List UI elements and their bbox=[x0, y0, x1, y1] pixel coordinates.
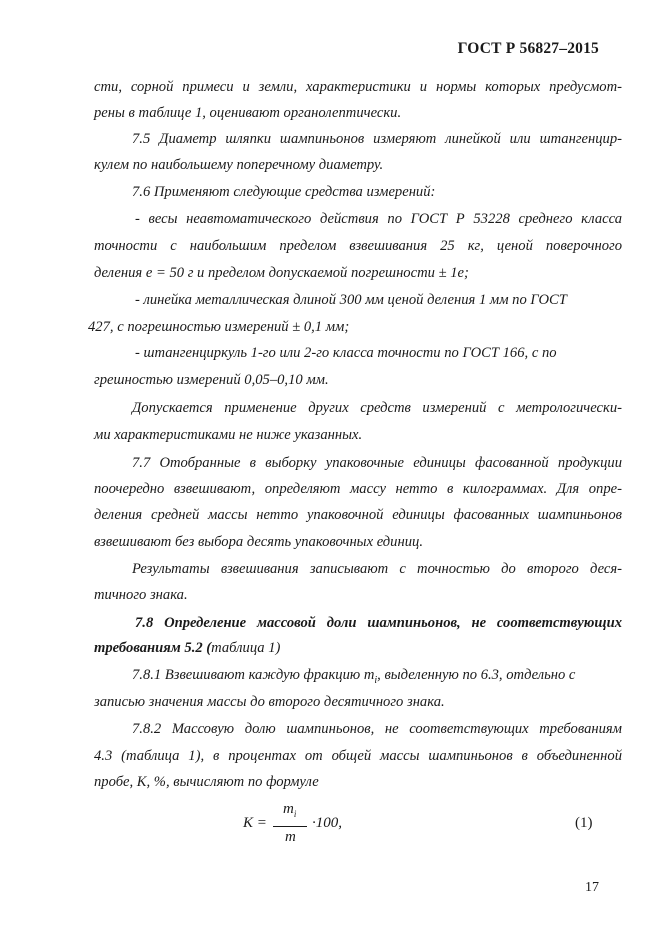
text-line: - штангенциркуль 1-го или 2-го класса точности по ГОСТ 166, с по bbox=[135, 345, 557, 361]
document-code: ГОСТ Р 56827–2015 bbox=[457, 40, 599, 57]
section-heading: 7.8 Определение массовой доли шампиньонов, не соответствующих bbox=[135, 615, 622, 631]
section-heading-cont bbox=[94, 638, 622, 658]
heading-table-ref: таблица 1) bbox=[211, 640, 281, 656]
numerator-sub: i bbox=[293, 809, 297, 819]
text-line: сти, сорной примеси и земли, характеристики и нормы которых предусмот- bbox=[94, 79, 622, 95]
numerator-var: m bbox=[283, 801, 294, 817]
text-line: - весы неавтоматического действия по ГОСТ Р 53228 среднего класса bbox=[135, 211, 622, 227]
text-line: 7.8.2 Массовую долю шампиньонов, не соответствующих требованиям bbox=[132, 721, 622, 737]
text-part: , выделенную по 6.3, отдельно с bbox=[377, 667, 576, 683]
text-line: Результаты взвешивания записывают с точностью до второго деся- bbox=[132, 561, 622, 577]
text-line: Допускается применение других средств измерений с метрологически- bbox=[132, 400, 622, 416]
heading-bold-part: требованиям 5.2 ( bbox=[94, 640, 212, 656]
text-line: точности с наибольшим пределом взвешивания 25 кг, ценой поверочного bbox=[94, 238, 622, 254]
text-line: кулем по наибольшему поперечному диаметру. bbox=[94, 157, 384, 173]
formula-lhs: К = bbox=[243, 815, 267, 831]
formula-number: (1) bbox=[575, 815, 593, 831]
text-line: рены в таблице 1, оценивают органолептически. bbox=[94, 105, 402, 121]
text-line: тичного знака. bbox=[94, 587, 188, 603]
text-line: взвешивают без выбора десять упаковочных единиц. bbox=[94, 534, 423, 550]
formula-denominator: m bbox=[285, 829, 296, 845]
text-line: записью значения массы до второго десятичного знака. bbox=[94, 694, 445, 710]
text-line: грешностью измерений 0,05–0,10 мм. bbox=[94, 372, 329, 388]
fraction-line bbox=[273, 826, 307, 827]
text-line: - линейка металлическая длиной 300 мм ценой деления 1 мм по ГОСТ bbox=[135, 292, 567, 308]
text-line: ми характеристиками не ниже указанных. bbox=[94, 427, 363, 443]
text-line: 4.3 (таблица 1), в процентах от общей массы шампиньонов в объединенной bbox=[94, 748, 622, 764]
text-part: 7.8.1 Взвешивают каждую фракцию m bbox=[132, 667, 375, 683]
text-line: 7.5 Диаметр шляпки шампиньонов измеряют линейкой или штангенцир- bbox=[132, 131, 622, 147]
text-line: поочередно взвешивают, определяют массу нетто в килограммах. Для опре- bbox=[94, 481, 622, 497]
page-number: 17 bbox=[585, 880, 599, 895]
text-line: 7.6 Применяют следующие средства измерений: bbox=[132, 184, 436, 200]
text-line: пробе, К, %, вычисляют по формуле bbox=[94, 774, 319, 790]
text-line bbox=[132, 665, 622, 691]
text-line: 7.7 Отобранные в выборку упаковочные единицы фасованной продукции bbox=[132, 455, 622, 471]
text-line: 427, с погрешностью измерений ± 0,1 мм; bbox=[88, 319, 350, 335]
subscript: i bbox=[374, 674, 378, 686]
formula-numerator bbox=[283, 801, 296, 819]
text-line: деления средней массы нетто упаковочной единицы фасованных шампиньонов bbox=[94, 507, 622, 523]
formula-tail: ·100, bbox=[312, 815, 342, 831]
text-line: деления е = 50 г и пределом допускаемой погрешности ± 1е; bbox=[94, 265, 469, 281]
